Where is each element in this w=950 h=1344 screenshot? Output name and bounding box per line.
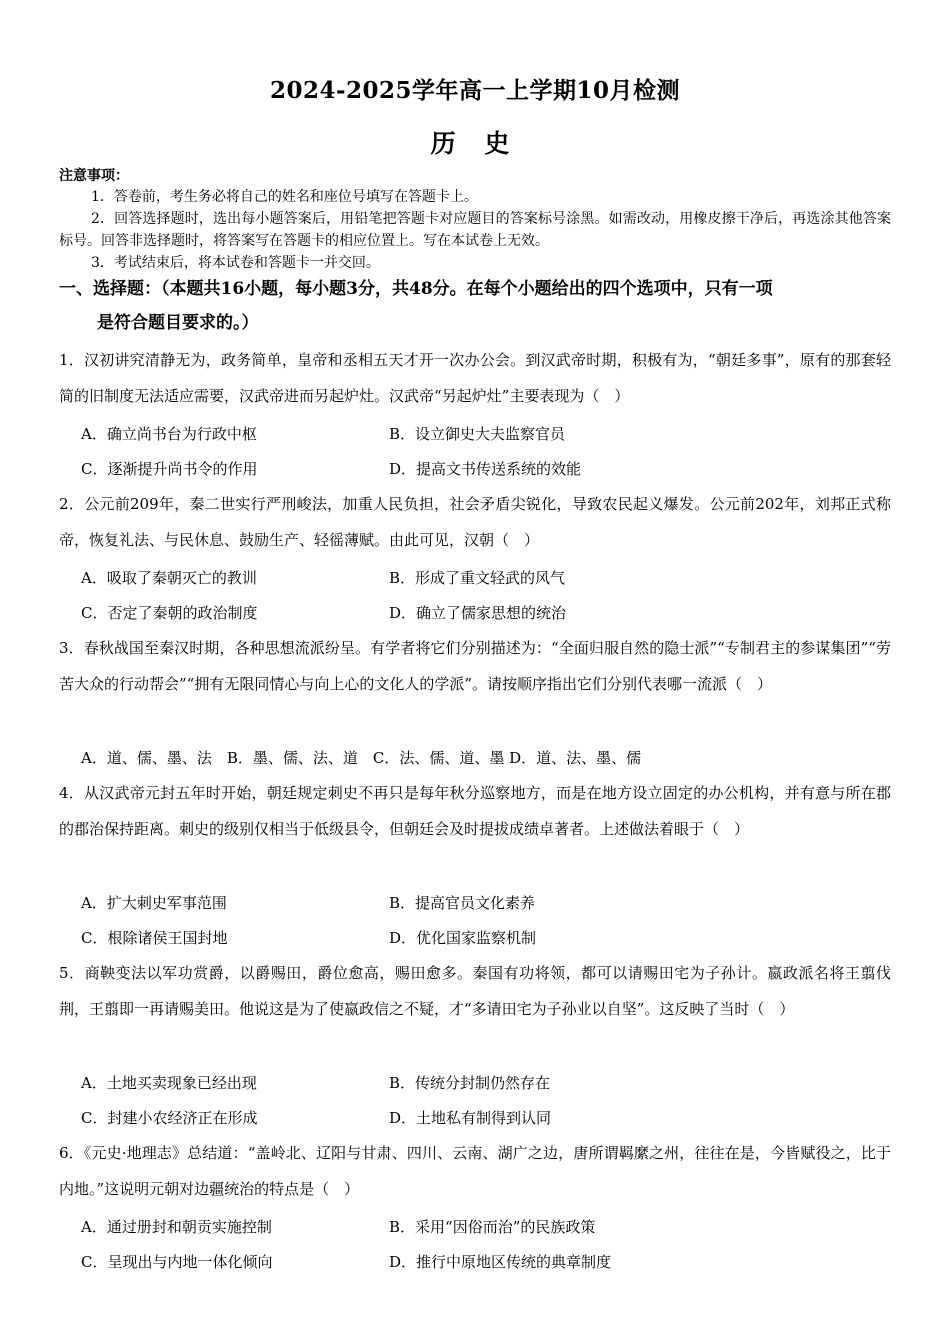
question-1-stem: 1．汉初讲究清静无为，政务简单，皇帝和丞相五天才开一次办公会。到汉武帝时期，积极有为，“朝廷多事”，原有的那套轻简的旧制度无法适应需要，汉武帝进而另起炉灶。汉武帝“另起炉灶”主要表现为（ ）	[59, 351, 891, 405]
question-5-option-a: A．土地买卖现象已经出现	[81, 1074, 257, 1092]
notice-heading: 注意事项：	[59, 168, 129, 184]
question-4-stem: 4．从汉武帝元封五年时开始，朝廷规定刺史不再只是每年秋分巡察地方，而是在地方设立固定的办公机构，并有意与所在郡的郡治保持距离。刺史的级别仅相当于低级县令，但朝廷会及时提拔成绩卓著者。上述做法着眼于（ ）	[59, 784, 891, 838]
question-6-option-a: A．通过册封和朝贡实施控制	[81, 1218, 272, 1236]
question-4-option-c: C．根除诸侯王国封地	[81, 929, 228, 947]
notice-item-3: 3．考试结束后，将本试卷和答题卡一并交回。	[91, 255, 380, 271]
question-5-option-c: C．封建小农经济正在形成	[81, 1109, 258, 1127]
question-3-options: A．道、儒、墨、法 B．墨、儒、法、道 C．法、儒、道、墨 D．道、法、墨、儒	[81, 749, 642, 767]
question-2-option-b: B．形成了重文轻武的风气	[389, 569, 566, 587]
exam-title: 2024-2025学年高一上学期10月检测	[269, 77, 681, 104]
question-1-option-d: D．提高文书传送系统的效能	[389, 460, 582, 478]
question-2-stem: 2．公元前209年，秦二世实行严刑峻法，加重人民负担，社会矛盾尖锐化，导致农民起义爆发。公元前202年，刘邦正式称帝，恢复礼法、与民休息、鼓励生产、轻徭薄赋。由此可见，汉朝（ ）	[59, 495, 891, 549]
question-1-option-c: C．逐渐提升尚书令的作用	[81, 460, 258, 478]
question-6-option-d: D．推行中原地区传统的典章制度	[389, 1253, 612, 1271]
question-2-option-c: C．否定了秦朝的政治制度	[81, 604, 258, 622]
subject-title: 历 史	[430, 129, 520, 158]
question-3-stem: 3．春秋战国至秦汉时期，各种思想流派纷呈。有学者将它们分别描述为：“全面归服自然的隐士派”“专制君主的参谋集团”“劳苦大众的行动帮会”“拥有无限同情心与向上心的文化人的学派”。请按顺序指出它们分别代表哪一流派（ ）	[59, 639, 891, 693]
question-2-option-d: D．确立了儒家思想的统治	[389, 604, 567, 622]
question-5-option-d: D．土地私有制得到认同	[389, 1109, 552, 1127]
question-4-option-a: A．扩大刺史军事范围	[81, 894, 227, 912]
question-4-option-b: B．提高官员文化素养	[389, 894, 536, 912]
question-4-option-d: D．优化国家监察机制	[389, 929, 537, 947]
section-heading-line2: 是符合题目要求的。）	[97, 313, 259, 333]
question-1-option-b: B．设立御史大夫监察官员	[389, 425, 566, 443]
notice-item-1: 1．答卷前，考生务必将自己的姓名和座位号填写在答题卡上。	[91, 189, 478, 205]
question-5-stem: 5．商鞅变法以军功赏爵，以爵赐田，爵位愈高，赐田愈多。秦国有功将领，都可以请赐田宅为子孙计。嬴政派名将王翦伐荆，王翦即一再请赐美田。他说这是为了使嬴政信之不疑，才“多请田宅为子孙业以自坚”。这反映了当时（ ）	[59, 964, 891, 1018]
question-6-option-b: B．采用“因俗而治”的民族政策	[389, 1218, 596, 1236]
section-heading-line1: 一、选择题：（本题共16小题，每小题3分，共48分。在每个小题给出的四个选项中，只有一项	[59, 279, 773, 299]
question-6-stem: 6．《元史·地理志》总结道：“盖岭北、辽阳与甘肃、四川、云南、湖广之边，唐所谓羁縻之州，往往在是，今皆赋役之，比于内地。”这说明元朝对边疆统治的特点是（ ）	[59, 1144, 891, 1198]
notice-item-2: 2．回答选择题时，选出每小题答案后，用铅笔把答题卡对应题目的答案标号涂黑。如需改动，用橡皮擦干净后，再选涂其他答案标号。回答非选择题时，将答案写在答题卡的相应位置上。写在本试卷上无效。	[59, 211, 891, 249]
section-heading	[59, 272, 895, 340]
question-1-option-a: A．确立尚书台为行政中枢	[81, 425, 257, 443]
question-5-option-b: B．传统分封制仍然存在	[389, 1074, 551, 1092]
question-6-option-c: C．呈现出与内地一体化倾向	[81, 1253, 273, 1271]
question-2-option-a: A．吸取了秦朝灭亡的教训	[81, 569, 257, 587]
